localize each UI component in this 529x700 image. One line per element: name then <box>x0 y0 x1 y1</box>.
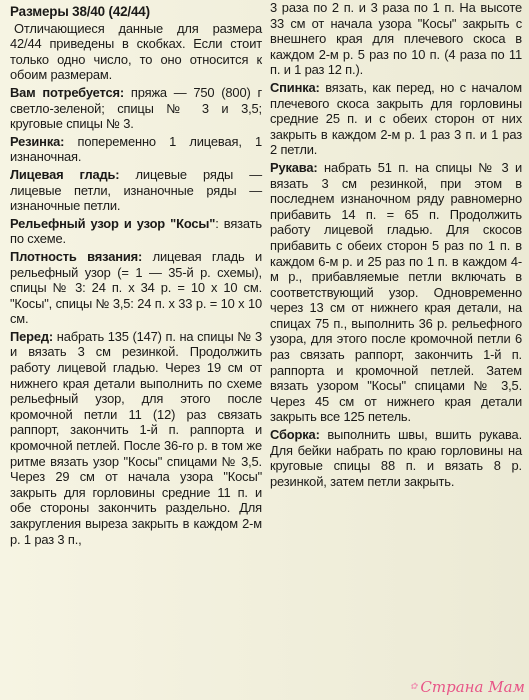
rib-heading: Резинка: <box>10 133 65 149</box>
back-heading: Спинка: <box>270 79 320 95</box>
back-paragraph <box>270 80 522 158</box>
sleeves-heading: Рукава: <box>270 159 318 175</box>
pattern-heading: Рельефный узор и узор "Косы" <box>10 215 216 231</box>
sleeves-paragraph <box>270 160 522 425</box>
watermark-text: Страна Мам <box>420 678 525 696</box>
pattern-paragraph <box>10 216 262 247</box>
intro-paragraph: Отличающиеся данные для размера 42/44 приведены в скобках. Если стоит только одно число, то оно относится к обоим размерам. <box>10 20 262 83</box>
front-text: набрать 135 (147) п. на спицы № 3 и вязать 3 см резинкой. Продолжить работу лицевой гладью. Через 19 см от нижнего края детали выполнить по схеме рельефный узор, для этого после кромочной петли 11 (12) раз связать раппорт, закончить 1-й п. раппорта и кромочной петлей. После 36-го р. в том же ритме вязать узор "Косы" спицами № 3,5. Через 29 см от начала узора "Косы" закрыть для горловины средние 11 п. и обе стороны закончить раздельно. Для закругления выреза закрыть в каждом 2-м р. 1 раз 3 п., <box>10 328 262 547</box>
rib-text: попеременно 1 лицевая, 1 изнаночная. <box>10 133 262 165</box>
front-heading: Перед: <box>10 328 54 344</box>
gauge-heading: Плотность вязания: <box>10 248 143 264</box>
front-paragraph <box>10 329 262 547</box>
gauge-text: лицевая гладь и рельефный узор (= 1 — 35-й р. схемы), спицы № 3: 24 п. х 34 р. = 10 х 10 см. "Косы", спицы № 3,5: 24 п. х 33 р. = 10 х 10 см. <box>10 248 263 327</box>
back-text: вязать, как перед, но с началом плечевого скоса закрыть для горловины средние 25 п. и с обеих сторон от них закрыть в каждом 2-м р. 1 раз 3 п. и 1 раз 2 петли. <box>270 79 522 158</box>
assembly-text: выполнить швы, вшить рукава. Для бейки набрать по краю горловины на круговые спицы 88 п. и вязать 8 р. резинкой, затем петли закрыть. <box>270 427 522 489</box>
left-column <box>10 0 262 700</box>
front-continued-paragraph: 3 раза по 2 п. и 3 раза по 1 п. На высоте 33 см от начала узора "Косы" закрыть с внешнего края для плечевого скоса в каждом 2-м р. 5 раз по 10 п. (4 раза по 11 п. и 1 раз 12 п.). <box>270 0 522 78</box>
right-column <box>270 0 522 700</box>
materials-paragraph <box>10 85 262 132</box>
stockinette-heading: Лицевая гладь: <box>10 166 120 182</box>
flower-icon: ✿ <box>409 682 418 692</box>
pattern-text: : вязать по схеме. <box>10 215 262 247</box>
stockinette-text: лицевые ряды — лицевые петли, изнаночные ряды — изнаночные петли. <box>10 166 262 214</box>
assembly-paragraph <box>270 427 522 489</box>
rib-paragraph <box>10 134 262 165</box>
materials-text: пряжа — 750 (800) г светло-зеленой; спицы № 3 и 3,5; круговые спицы № 3. <box>10 84 262 132</box>
assembly-heading: Сборка: <box>270 427 320 443</box>
site-watermark <box>410 678 525 696</box>
gauge-paragraph <box>10 249 262 327</box>
sizes-heading: Размеры 38/40 (42/44) <box>10 4 150 19</box>
stockinette-paragraph <box>10 167 262 214</box>
sleeves-text: набрать 51 п. на спицы № 3 и вязать 3 см резинкой, при этом в последнем изнаночном ряду равномерно прибавить 14 п. = 65 п. Продолжить работу лицевой гладью. Для скосов прибавить с обеих сторон 5 раз по 1 п. в каждом 6-м р. и 25 раз по 1 п. в каждом 4-м р., прибавляемые петли включать в соответствующий узор. Одновременно через 13 см от нижнего края детали, на спицах 75 п., выполнить 36 р. рельефного узора, для этого после кромочной петли 6 раз связать раппорт, закончить 1-й п. раппорта и кромочной петлей. Затем вязать узором "Косы" спицами № 3,5. Через 45 см от нижнего края детали закрыть все 125 петель. <box>270 159 522 425</box>
materials-heading: Вам потребуется: <box>10 84 125 100</box>
